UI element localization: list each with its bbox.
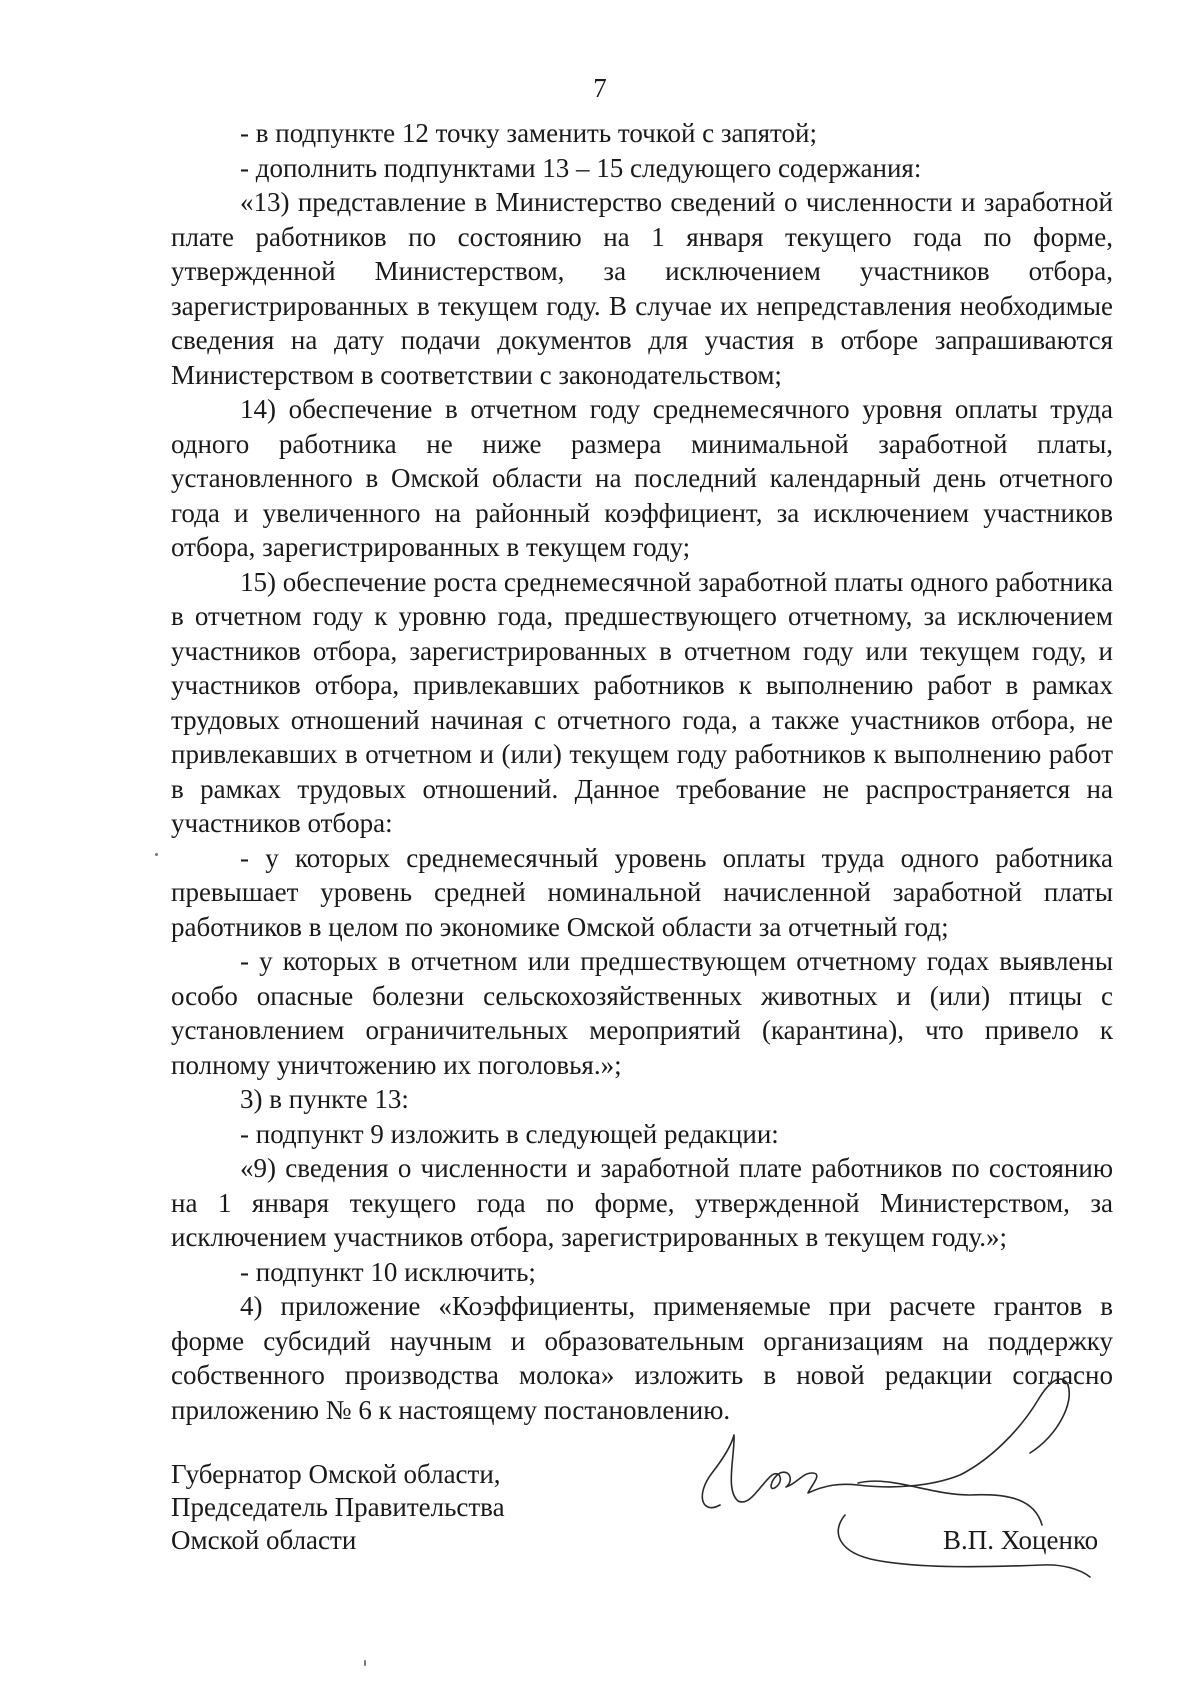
paragraph-exception-1: - у которых среднемесячный уровень оплаты труда одного работника превышает уровень средней номинальной начисленной заработной платы работников в целом по экономике Омской области за отчетный год; — [171, 842, 1113, 942]
handwritten-signature — [690, 1355, 1110, 1595]
paragraph-subitem-9: «9) сведения о численности и заработной плате работников по состоянию на 1 января текущего года по форме, утвержденной Министерством, за исключением участников отбора, зарегистрированных в текущем году.»; — [171, 1153, 1113, 1252]
paragraph-appendix: 4) приложение «Коэффициенты, применяемые при расчете грантов в форме субсидий научным и образовательным организациям на поддержку собственного производства молока» изложить в новой редакции согласно приложению № 6 к настоящему постановлению. — [171, 1291, 1113, 1425]
paragraph-add-subitems: - дополнить подпунктами 13 – 15 следующего содержания: — [240, 152, 922, 183]
paragraph-subitem-14: 14) обеспечение в отчетном году среднемесячного уровня оплаты труда одного работника не ниже размера минимальной заработной платы, установленного в Омской области на последний календарный день отчетного года и увеличенного на районный коэффициент, за исключением участников отбора, зарегистрированных в текущем году; — [171, 394, 1113, 562]
paragraph-subitem-9-intro: - подпункт 9 изложить в следующей редакции: — [240, 1118, 779, 1149]
paragraph-subitem-12: - в подпункте 12 точку заменить точкой с запятой; — [240, 118, 817, 148]
signatory-name: В.П. Хоценко — [943, 1525, 1099, 1555]
page-number: 7 — [593, 73, 607, 103]
scan-artifact-dot — [364, 1660, 366, 1666]
document-body — [171, 116, 1113, 1427]
paragraph-exception-2: - у которых в отчетном или предшествующем отчетному годах выявлены особо опасные болезни сельскохозяйственных животных и (или) птицы с установлением ограничительных мероприятий (карантина), что привело к полному уничтожению их поголовья.»; — [171, 946, 1113, 1080]
signatory-title-line: Губернатор Омской области, — [171, 1459, 501, 1489]
signatory-title-line: Председатель Правительства — [171, 1492, 505, 1522]
paragraph-item-13: 3) в пункте 13: — [240, 1084, 409, 1114]
paragraph-subitem-13: «13) представление в Министерство сведений о численности и заработной плате работников по состоянию на 1 января текущего года по форме, утвержденной Министерством, за исключением участников отбора, зарегистрированных в текущем году. В случае их непредставления необходимые сведения на дату подачи документов для участия в отборе запрашиваются Министерством в соответствии с законодательством; — [171, 187, 1113, 390]
signature-stroke — [858, 1481, 1042, 1525]
signatory-title-line: Омской области — [171, 1525, 357, 1555]
paragraph-subitem-10: - подпункт 10 исключить; — [240, 1256, 536, 1287]
signatory-title — [171, 1458, 505, 1557]
paragraph-subitem-15: 15) обеспечение роста среднемесячной заработной платы одного работника в отчетном году к уровню года, предшествующего отчетному, за исключением участников отбора, зарегистрированных в отчетном году или текущем году, и участников отбора, привлекавших работников к выполнению работ в рамках трудовых отношений начиная с отчетного года, а также участников отбора, не привлекавших в отчетном и (или) текущем году работников к выполнению работ в рамках трудовых отношений. Данное требование не распространяется на участников отбора: — [171, 566, 1113, 838]
signature-stroke — [702, 1379, 1069, 1508]
scan-artifact-dot — [155, 853, 158, 856]
